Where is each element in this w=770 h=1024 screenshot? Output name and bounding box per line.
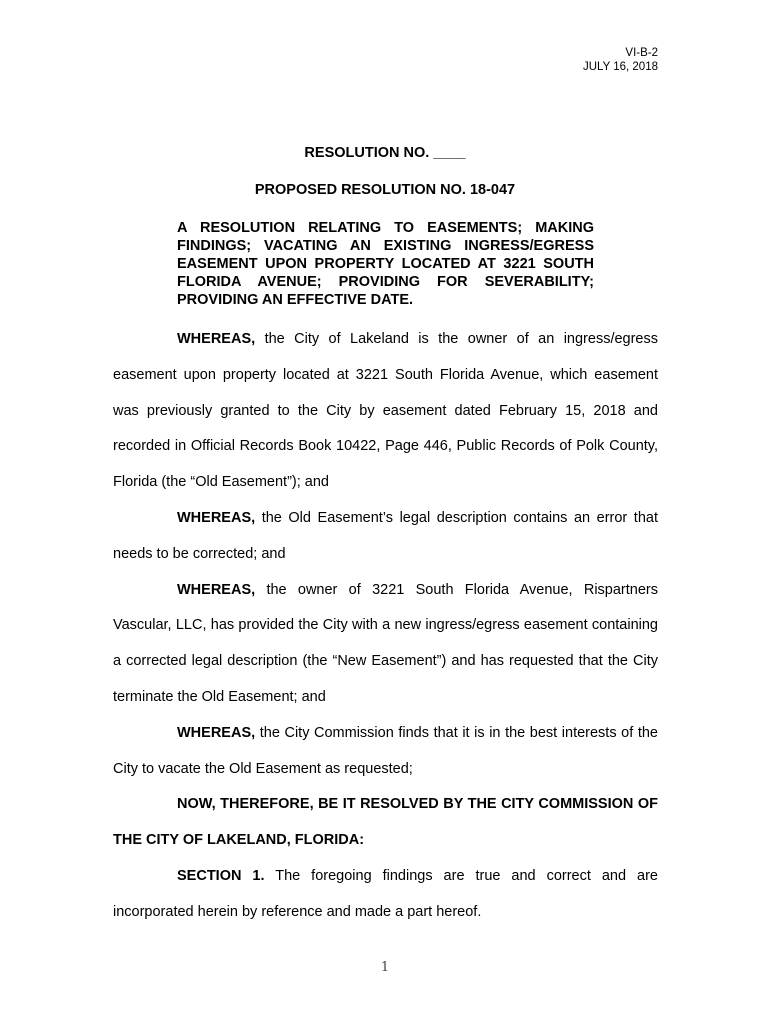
whereas-paragraph-4 <box>113 716 658 788</box>
paragraph-text: the Old Easement’s legal description contains an error that needs to be corrected; and <box>113 509 658 562</box>
paragraph-text: the City of Lakeland is the owner of an ingress/egress easement upon property located at 3221 South Florida Avenue, which easement was previously granted to the City by easement dated February 15, 2018 and recorded in Official Records Book 10422, Page 446, Public Records of Polk County, Florida (the “Old Easement”); and <box>113 331 658 491</box>
paragraph-text: the owner of 3221 South Florida Avenue, Rispartners Vascular, LLC, has provided the City with a new ingress/egress easement containing a corrected legal description (the “New Easement”) and has requested that the City terminate the Old Easement; and <box>113 581 658 705</box>
paragraph-text: the City Commission finds that it is in the best interests of the City to vacate the Old Easement as requested; <box>113 724 658 777</box>
paragraph-text: The foregoing findings are true and correct and are incorporated herein by reference and made a part hereof. <box>113 867 658 920</box>
resolved-clause: NOW, THEREFORE, BE IT RESOLVED BY THE CITY COMMISSION OF THE CITY OF LAKELAND, FLORIDA: <box>113 796 658 849</box>
whereas-paragraph-3 <box>113 573 658 716</box>
resolution-body <box>113 322 658 931</box>
whereas-lead: WHEREAS, <box>177 581 256 598</box>
section-lead: SECTION 1. <box>177 867 265 884</box>
whereas-lead: WHEREAS, <box>177 724 256 741</box>
whereas-paragraph-1 <box>113 322 658 501</box>
proposed-resolution-number: PROPOSED RESOLUTION NO. 18-047 <box>254 182 516 198</box>
agenda-item-code: VI-B-2 <box>625 47 658 59</box>
whereas-lead: WHEREAS, <box>177 509 256 526</box>
agenda-date: JULY 16, 2018 <box>582 61 658 73</box>
whereas-paragraph-2 <box>113 501 658 573</box>
section-1-paragraph <box>113 859 658 931</box>
header-reference <box>583 46 658 74</box>
resolution-caption: A RESOLUTION RELATING TO EASEMENTS; MAKING FINDINGS; VACATING AN EXISTING INGRESS/EGRESS EASEMENT UPON PROPERTY LOCATED AT 3221 SOUTH FLORIDA AVENUE; PROVIDING FOR SEVERABILITY; PROVIDING AN EFFECTIVE DATE. <box>177 220 594 308</box>
resolution-number: RESOLUTION NO. ____ <box>304 145 466 161</box>
page-number: 1 <box>380 960 390 975</box>
whereas-lead: WHEREAS, <box>177 331 256 347</box>
